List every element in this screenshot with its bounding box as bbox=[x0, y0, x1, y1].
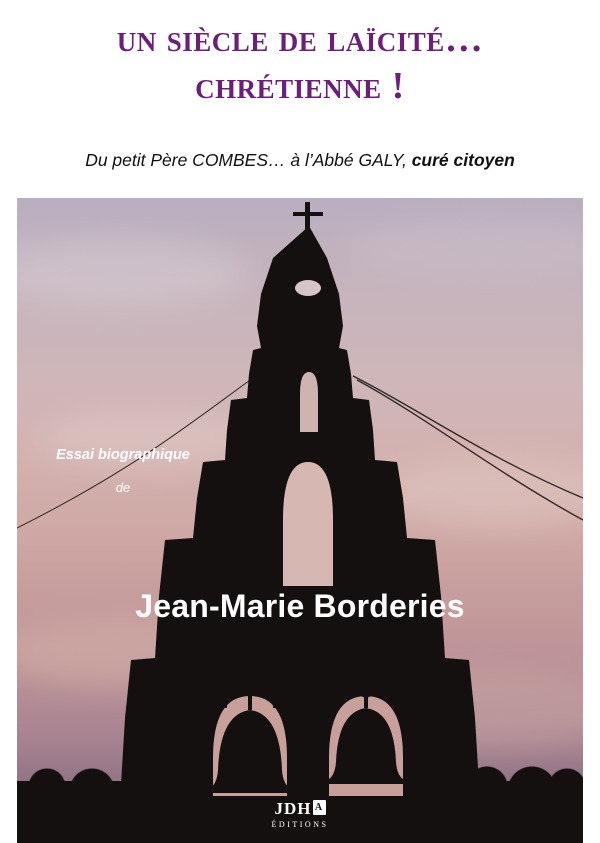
subtitle-plain: Du petit Père COMBES… à l’Abbé GALY, bbox=[85, 150, 412, 170]
genre-label: Essai biographique bbox=[56, 447, 190, 463]
publisher-name-text: JDH bbox=[274, 799, 312, 818]
page-title-line-2: chrétienne ! bbox=[195, 64, 405, 107]
subtitle bbox=[0, 150, 600, 171]
page-title-line-1: un siècle de laïcité… bbox=[116, 18, 484, 60]
cover-photo bbox=[17, 198, 583, 843]
publisher-mark-icon: A bbox=[313, 800, 326, 815]
subtitle-emphasis: curé citoyen bbox=[411, 150, 515, 170]
author-name: Jean-Marie Borderies bbox=[135, 588, 465, 624]
bell-gable-silhouette-icon bbox=[17, 198, 583, 843]
publisher-tagline: ÉDITIONS bbox=[271, 820, 329, 829]
publisher-logo bbox=[17, 800, 583, 829]
genre-connector: de bbox=[115, 480, 131, 495]
title-block bbox=[0, 18, 600, 107]
publisher-name bbox=[275, 800, 326, 817]
